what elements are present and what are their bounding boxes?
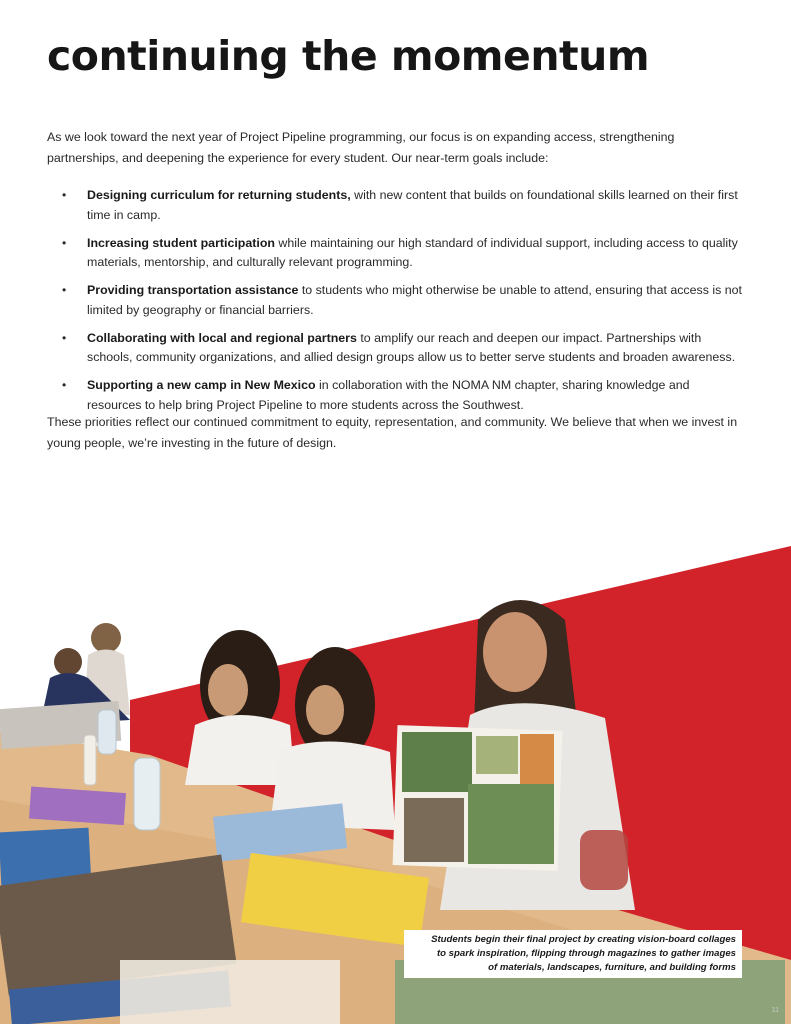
bullet-dot-icon: • xyxy=(62,235,67,250)
goal-text: in collaboration with the NOMA NM chapter, sharing knowledge and resources to help bring Project Pipeline to more students across the Southwest. xyxy=(87,378,690,412)
goal-heading: Collaborating with local and regional partners xyxy=(87,330,357,345)
vision-board-collage xyxy=(393,725,563,871)
goal-heading: Supporting a new camp in New Mexico xyxy=(87,378,316,392)
goal-heading: Providing transportation assistance xyxy=(87,283,299,297)
goal-item xyxy=(47,329,747,368)
page-number: 11 xyxy=(771,1007,779,1014)
caption-line: of materials, landscapes, furniture, and building forms xyxy=(488,962,736,973)
goal-item xyxy=(47,281,747,320)
goal-text: to amplify our reach and deepen our impact. Partnerships with schools, community organizations, and allied design groups allow us to better serve students and broaden awareness. xyxy=(87,330,736,364)
goals-list xyxy=(47,186,747,424)
caption-line: Students begin their final project by creating vision-board collages xyxy=(431,934,736,945)
goal-item xyxy=(47,186,747,225)
bullet-dot-icon: • xyxy=(62,378,67,392)
goal-text: to students who might otherwise be unable to attend, ensuring that access is not limited by geography or financial barriers. xyxy=(87,283,742,317)
goal-heading: Designing curriculum for returning students, xyxy=(87,188,351,202)
goal-text: while maintaining our high standard of individual support, including access to quality materials, mentorship, and culturally relevant programming. xyxy=(87,235,738,269)
intro-paragraph: As we look toward the next year of Project Pipeline programming, our focus is on expanding access, strengthening partnerships, and deepening the experience for every student. Our near-term goals include: xyxy=(47,130,675,165)
goal-item xyxy=(47,234,747,273)
goal-heading: Increasing student participation xyxy=(87,235,275,250)
bullet-dot-icon: • xyxy=(62,188,67,202)
closing-paragraph: These priorities reflect our continued commitment to equity, representation, and community. We believe that when we invest in young people, we’re investing in the future of design. xyxy=(47,415,738,450)
photo-caption xyxy=(404,930,742,978)
page-title: continuing the momentum xyxy=(47,32,650,80)
bullet-dot-icon: • xyxy=(62,283,67,297)
goal-item xyxy=(47,376,747,415)
bullet-dot-icon: • xyxy=(62,330,67,345)
goal-text: with new content that builds on foundational skills learned on their first time in camp. xyxy=(87,188,738,222)
caption-line: to spark inspiration, flipping through magazines to gather images xyxy=(436,948,736,959)
